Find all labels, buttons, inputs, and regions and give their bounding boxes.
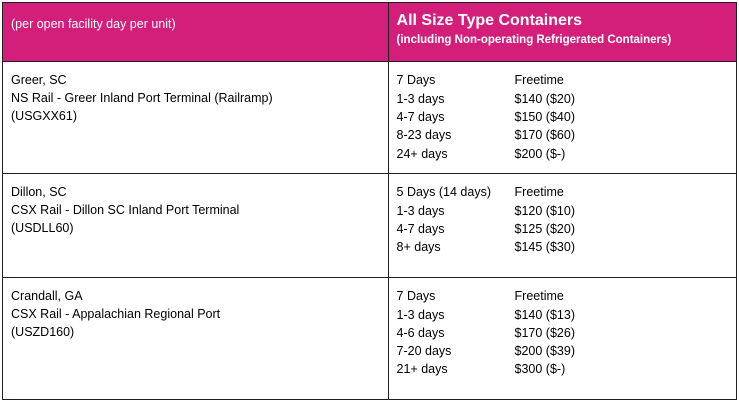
table-header-row — [3, 3, 737, 62]
rate-tier — [397, 126, 728, 144]
rate-tier-label: 8+ days — [396, 240, 441, 254]
rates-cell-dillon — [388, 173, 736, 277]
demurrage-tariff-table — [2, 2, 737, 400]
location-code: (USZD160) — [11, 324, 75, 339]
location-terminal: CSX Rail - Appalachian Regional Port — [11, 306, 221, 321]
rate-tier — [397, 360, 728, 378]
freetime-days: 5 Days (14 days) — [396, 184, 491, 199]
rate-tier-value: $200 ($39) — [514, 344, 575, 358]
location-city: Greer, SC — [11, 73, 67, 87]
rate-tier — [397, 324, 728, 342]
rate-tier-value: $145 ($30) — [514, 240, 575, 254]
table-row — [3, 277, 737, 399]
rate-tier — [397, 108, 728, 126]
rate-tier-value: $200 ($-) — [514, 146, 566, 161]
header-cell-location — [3, 3, 389, 62]
freetime-label: Freetime — [514, 184, 564, 199]
rate-tier-value: $170 ($26) — [514, 325, 575, 340]
rate-tier-value: $140 ($13) — [514, 307, 575, 322]
rate-tier — [397, 220, 728, 238]
location-cell-crandall — [3, 277, 389, 399]
rate-tier-label: 8-23 days — [396, 128, 452, 143]
rate-tier — [397, 145, 728, 163]
rate-tier-value: $120 ($10) — [514, 203, 575, 218]
rate-tier-label: 21+ days — [396, 362, 448, 377]
header-right-title: All Size Type Containers — [396, 12, 583, 29]
freetime-label: Freetime — [514, 288, 564, 303]
rate-tier-value: $125 ($20) — [514, 221, 575, 236]
rate-tier-value: $300 ($-) — [514, 362, 566, 377]
freetime-days: 7 Days — [396, 288, 436, 303]
rate-tier — [397, 342, 728, 360]
rate-tier-label: 4-7 days — [396, 110, 445, 125]
location-terminal: NS Rail - Greer Inland Port Terminal (Railramp) — [11, 91, 273, 106]
location-cell-dillon — [3, 173, 389, 277]
rate-tier-label: 4-7 days — [396, 221, 445, 236]
rate-tier — [397, 306, 728, 324]
header-cell-containers — [388, 3, 736, 62]
location-code: (USGXX61) — [11, 109, 77, 124]
rate-tier-value: $170 ($60) — [514, 128, 575, 143]
location-cell-greer — [3, 62, 389, 174]
rate-tier — [397, 202, 728, 220]
rate-tier — [397, 90, 728, 108]
rate-tier-label: 1-3 days — [396, 307, 445, 322]
location-city: Crandall, GA — [11, 288, 83, 303]
table-row — [3, 62, 737, 174]
rate-tier — [397, 238, 728, 256]
location-city: Dillon, SC — [11, 184, 67, 199]
rate-tier-label: 1-3 days — [396, 92, 445, 107]
rate-tier-label: 4-6 days — [396, 325, 445, 340]
rate-tier-value: $140 ($20) — [514, 92, 575, 107]
freetime-label: Freetime — [514, 73, 564, 87]
rates-cell-crandall — [388, 277, 736, 399]
location-terminal: CSX Rail - Dillon SC Inland Port Terminal — [11, 202, 240, 217]
header-left-note: (per open facility day per unit) — [11, 17, 176, 31]
rate-tier-label: 24+ days — [396, 146, 448, 161]
rate-tier-label: 1-3 days — [396, 203, 445, 218]
table-row — [3, 173, 737, 277]
rate-tier-label: 7-20 days — [396, 344, 452, 358]
freetime-days: 7 Days — [396, 73, 436, 87]
location-code: (USDLL60) — [11, 220, 74, 235]
header-right-subtitle: (including Non-operating Refrigerated Containers) — [396, 34, 672, 46]
rates-cell-greer — [388, 62, 736, 174]
rate-tier-value: $150 ($40) — [514, 110, 575, 125]
